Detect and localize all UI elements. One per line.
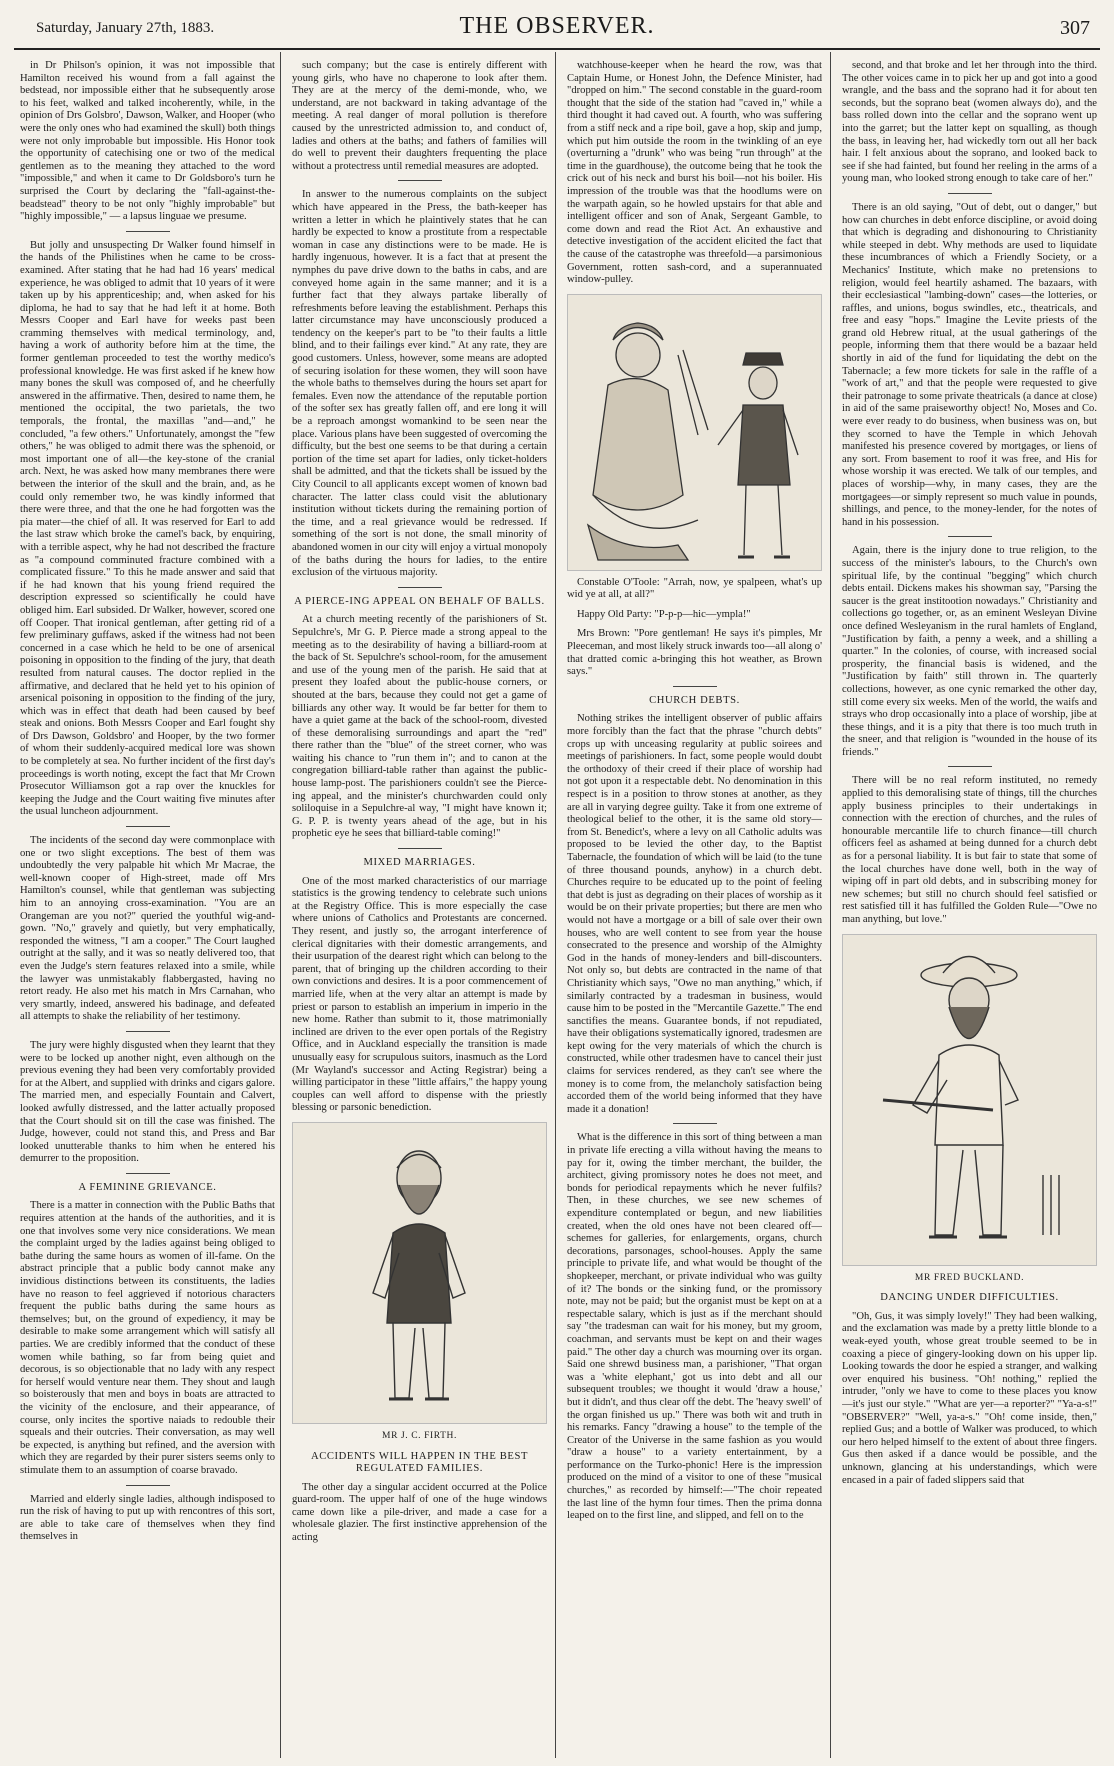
page-number: 307 [1060,17,1090,39]
column-3 [567,60,822,1760]
section-heading: CHURCH DEBTS. [649,694,740,706]
cartoon-illustration-guardroom [567,294,822,571]
section-divider [398,180,442,181]
article-paragraph: watchhouse-keeper when he heard the row, was that Captain Hume, or Honest John, the Defence Minister, had "dropped on him." The second constable in the guard-room thought that the side of the station had "caved in," while a third thought it had caved out. A fourth, who was suffering from a stiff neck and a ripe boil, gave a hop, skip and jump, which put him outside the room in the twinkling of an eye (overturning a "drunk" who was being "run through" at the time in the guardhouse), the outcome being that he took the crick out of his neck and burst his boil—not his boiler. His impression of the trouble was that the hoodlums were on the warpath again, so he howled upstairs for that able and intelligent officer and son of Anak, Sergeant Gamble, to come down and read the Riot Act. An exhaustive and detective investigation of the accident elicited the fact that the cause of the catastrophe was threefold—a parsimonious Government, rotten sash-cord, and a superannuated window-pulley. [567,60,822,286]
section-heading: A PIERCE-ING APPEAL ON BEHALF OF BALLS. [294,595,545,607]
masthead [14,0,1100,50]
section-divider [126,1031,170,1032]
article-paragraph: In answer to the numerous complaints on the subject which have appeared in the Press, the bath-keeper has written a letter in which he plaintively states that he can hardly be expected to know a prostitute from a respectable woman in case any distinctions were to be made. He is hardly ingenuous, however. It is a fact that at present the nymphes du pave drive down to the baths in cabs, and are conveyed home again in the same manner; and it is a further fact that they always partake liberally of refreshments before leaving the establishment. Perhaps this latter circumstance may have unconsciously produced a tendency on the keeper's part to be "to their faults a little blind, and to their failings ever kind." At any rate, they are good customers. Unless, however, some means are adopted of securing isolation for these women, they will soon have the whole baths to themselves during the hours set apart for females. Even now the attendance of the reputable portion of the softer sex has greatly fallen off, and ere long it will be a reproach amongst womankind to be seen near the place. Various plans have been suggested of overcoming the difficulty, but the best one seems to be that during a certain portion of the time set apart for ladies, only ticket-holders shall be admitted, and that the tickets shall be issued by the City Council to all applicants except women of known bad character. The latter class could visit the ablutionary institution without tickets during the remaining portion of the time, and a real grievance would be redressed. If something of the sort is not done, the small minority of abandoned women in our city will enjoy a virtual monopoly of the baths during the hours for ladies, to the entire exclusion of the virtuous majority. [292,189,547,579]
portrait-caption: MR J. C. FIRTH. [382,1430,457,1441]
portrait-illustration-firth [292,1122,547,1424]
column-2 [292,60,547,1760]
section-heading: DANCING UNDER DIFFICULTIES. [880,1292,1059,1304]
section-divider [948,766,992,767]
article-paragraph: There is a matter in connection with the Public Baths that requires attention at the hands of the authorities, and it is one that involves some very nice considerations. We mean the complaint urged by the ladies against being obliged to bathe during the same hours as women of ill-fame. On the abstract principle that a public body cannot make any invidious distinctions between its constituents, the ladies have no reason to feel aggrieved if notorious characters frequent the public baths during the same hours as themselves; but, on the ground of expediency, it may be desirable to make some arrangement which will satisfy all parties. We are credibly informed that the conduct of these women while bathing, so far from being quiet and decorous, is so objectionable that no lady with any respect for herself would venture near them. They shout and laugh so boisterously that men and boys in boats are attracted to the vicinity of the enclosure, and their appearance, of course, only incites the sportive naiads to redouble their squeals and their outcries. Their conversation, as may well be expected, is anything but refined, and the aversion with which they are regarded by their purer sisters seems only to stimulate them to an assumption of coarse bravado. [20,1200,275,1476]
article-paragraph: There will be no real reform instituted, no remedy applied to this demoralising state of things, till the churches apply business principles to their undertakings in connection with the erection of churches, and the rules of honourable mercantile life to church finance—till church officers feel as ashamed at being dunned for a church debt as for a personal liability. It is but fair to state that some of the local churches have done well, both in the way of wiping off in part old debts, and in subscribing money for new schemes; but still no church should feel satisfied or rest satisfied till it has fulfilled the Golden Rule—"Owe no man anything, but love." [842,775,1097,925]
column-4 [842,60,1097,1760]
section-divider [398,587,442,588]
section-divider [948,536,992,537]
cartoon-dialogue: Constable O'Toole: "Arrah, now, ye spalpeen, what's up wid ye at all, at all?" [567,576,822,601]
section-divider [948,193,992,194]
article-paragraph: There is an old saying, "Out of debt, out o danger," but how can churches in debt enforce discipline, or avoid doing that which is degrading and dishonouring to Christianity while steeped in debt. Why methods are used to liquidate these incumbrances of which a Friendly Society, or a Mechanics' Institute, which make no pretensions to religion, would feel heartily ashamed. The bazaars, with their ecclesiastical "lambing-down" cases—the lotteries, or raffles, and unions, bogus swindles, etc., theatricals, and free and easy "hops." Imagine the Levite priests of the grand old Hebrew ritual, at the usual gatherings of the people, informing them that there would be a bazaar held shortly in aid of the fund for liquidating the debt on the Tabernacle; a few more tickets for sale in the raffle of a "work of art," and that the people were requested to give their patronage to some private theatricals (a dance at close) in aid of the same praiseworthy object! No, Moses and Co. were ever ready to do business, when business was on, but they scorned to have the Temple in which Jehovah manifested his presence covered by mortgages, or liens of any sort. From basement to roof it was free, and His for whose worship it was erected. We talk of our temples, and places of worship—why, in many cases, they are the mortgagees—or simply represent so much value in pounds, shillings, and pence, to the money-lender, for the notes of hand in his possession. [842,201,1097,528]
cartoon-dialogue: Mrs Brown: "Pore gentleman! He says it's pimples, Mr Pleeceman, and most likely struck inwards too—all along o' that dratted comic a-bringing this hot weather, as Brown says." [567,628,822,678]
section-divider [398,848,442,849]
portrait-illustration-buckland [842,934,1097,1266]
article-paragraph: The jury were highly disgusted when they learnt that they were to be locked up another night, even although on the previous evening they had been very comfortably provided for at the Albert, and supplied with drinks and cigars galore. The married men, and especially Fountain and Calvert, looked awfully distressed, and the latter actually proposed that the Court should sit on till the case was finished. The Judge, however, could not stand this, and Press and Bar looked unutterable thanks to him when he entered his demurrer to the proposition. [20,1039,275,1165]
section-divider [126,1173,170,1174]
article-paragraph: "Oh, Gus, it was simply lovely!" They had been walking, and the exclamation was made by a pretty little blonde to a weak-eyed youth, whose great trouble seemed to be in coaxing a piece of gingery-looking down on his upper lip. Looking towards the door he espied a stranger, and walking over enquired his business. "Oh! nothing," replied the intruder, "only we have to come to these places you know—it's just our style." "What are yer—a reporter?" "Ya-a-s!" "OBSERVER?" "Well, ya-a-s." "Oh! come inside, then," replied Gus; and a bottle of Walker was produced, to which our hero helped himself to the extent of about three fingers. Gus then asked if a dance would be possible, and the unknown, glancing at his understandings, which were encased in a pair of faded slippers said that [842,1310,1097,1486]
section-divider [126,826,170,827]
article-paragraph: The other day a singular accident occurred at the Police guard-room. The upper half of one of the huge windows came down like a pile-driver, and made a case for a wholesale glazier. The first instinctive apprehension of the acting [292,1481,547,1544]
column-rule [555,52,556,1758]
portrait-caption: MR FRED BUCKLAND. [914,1272,1025,1283]
newspaper-title: THE OBSERVER. [459,13,655,39]
article-paragraph: The incidents of the second day were commonplace with one or two slight exceptions. The best of them was undoubtedly the very palpable hit which Mr Macrae, the well-known cooper of High-street, made off Mrs Hamilton's counsel, while that gentleman was subjecting him to an annoying cross-examination. "You are an Orangeman are you not?" queried the youthful wig-and-gown. "No," gravely and quietly, but very emphatically, responded the witness, "I am a cooper." The Court laughed outright at the sally, and it was so neatly delivered too, that even the Judge's stern features relaxed into a smile, while the lawyer was unmistakably flabbergasted, having no retort ready. He also met his match in Mrs Carnahan, who very smartly, indeed, answered his badinage, and defeated all attempts to shake the reliability of her testimony. [20,835,275,1023]
article-paragraph: Again, there is the injury done to true religion, to the success of the minister's labours, to the Church's own spiritual life, by the continual "begging" which church debts entail. Dickens makes his showman say, "Parsing the saucer is the great institootion nowadays." Christianity and collections go together, or, as an eminent Wesleyan Divine once defined Wesleyanism in the rural hamlets of England, "Justification by faith, a penny a week, and a shilling a quarter." In the colonies, of course, with increased social prosperity, the financial basis is widened, and the "Justification by faith" still thrown in. The quarterly collections, however, as one cynic remarked the other day, still come every six weeks. Men of the world, the waifs and strays who drop occasionally into a place of worship, jibe at these things, and it is a pity that there is too much truth in the sneer, and that religion is "wounded in the house of its friends." [842,545,1097,758]
article-paragraph: in Dr Philson's opinion, it was not impossible that Hamilton received his wound from a fall against the bedstead, nor impossible either that he subsequently arose to his feet, walked and talked incoherently, while, in the opinion of Drs Golsbro', Dawson, Walker, and Hooper (who were the only ones who had examined the skull) both things were not only improbable but impossible. His Honor took the opportunity of catechising one or two of the medical gentlemen as to the meaning they attached to the word "impossible," and when it came to Dr Goldsboro's turn he surprised the Court by declaring the "fall-against-the-beadstead" theory to be not only "highly improbable" but "highly impossible," — a lapsus linguae we presume. [20,60,275,223]
article-paragraph: second, and that broke and let her through into the third. The other voices came in to pick her up and got into a good wrangle, and the bass and the soprano had it for about ten seconds, but the soprano beat (women always do), and the bass rolled down into the cellar and the soprano went up into the garret; but the latter kept on squalling, as though the bass, in leaving her, had wickedly torn out all her back hair. I felt anxious about the soprano, and looked back to see if she had fainted, but found her reeling in the arms of a young man, who looked strong enough to take care of her." [842,60,1097,185]
article-paragraph: What is the difference in this sort of thing between a man in private life erecting a villa without having the means to pay for it, owing the timber merchant, the builder, the architect, giving promissory notes he does not meet, and bonds for periodical repayments which he never fulfils? Then, in these churches, we see new schemes of expenditure contemplated or begun, and new liabilities created, when the old ones have not been cleared off—schemes for galleries, for enlargements, organs, church decorations, parsonages, school-houses. Apply the same principle to private life, and what would be thought of the shopkeeper, merchant, or private individual who was guilty of it? The bonds or the sinking fund, or the promissory note, may not be paid; but the organist must be kept on at a respectable salary, which is just as if the merchant should say "the tradesman can wait for his money, but my groom, coachman, and servants must be kept on and their wages paid." The other day a church was mourning over its organ. Said one shrewd business man, a parishioner, "That organ was a 'white elephant,' got us into debt and all our subsequent troubles; we thought it would 'draw a house,' but it didn't, and thus clear off the debt. The 'heavy swell' of the organ finished us up." There was both wit and truth in his remarks. Fancy "drawing a house" to the temple of the Creator of the Universe in the same fashion as you would "draw a house" to a variety entertainment, by a performance on the Turko-phonic! Here is the impression produced on the mind of a visitor to one of these "musical churches," as recorded by himself:—"The choir repeated the last line of the hymn four times. Then the prima donna leaped on to the first line, and slipped, and fell on to the [567,1132,822,1522]
article-paragraph: At a church meeting recently of the parishioners of St. Sepulchre's, Mr G. P. Pierce made a strong appeal to the meeting as to the desirability of having a billiard-room at the back of St. Sepulchre's school-room, for the amusement and use of the young men of the parish. He said that at present they loafed about the public-house corners, or shouted at the bars, because they could not get a game of billiards any other way. It would be far better for them to have a quiet game at the back of the school-room, divested of these demoralising surroundings and apart the "red" there rather than the "blue" of the street corner, who was waiting his chance to "run them in"; and to canon at the congregation billiard-table rather than against the public-house lamp-post. The parishioners couldn't see the Pierce-ing appeal, and the minister's churchwarden could only soliloquise in a Sepulchre-al way, "I might have known it; G. P. P. is twenty years ahead of the age, but in his prophetic eye he sees that billiard-table coming!" [292,614,547,840]
column-1 [20,60,275,1760]
column-rule [830,52,831,1758]
issue-date: Saturday, January 27th, 1883. [36,20,215,36]
section-divider [126,1485,170,1486]
article-paragraph: But jolly and unsuspecting Dr Walker found himself in the hands of the Philistines when he came to be cross-examined. After stating that he had had 16 years' medical experience, he was obliged to admit that 10 years of it were taken up by his apprenticeship; and, when asked for his diploma, he had to say that he had left it at home. Both Messrs Cooper and Earl have for weeks past been cramming themselves with medical terminology, and, having a work of authority before him at the time, the former gentleman proceeded to test the worthy medico's professional knowledge. He was first asked if he knew how many bones the skull was composed of, and he cheerfully answered in the affirmative. Then, desired to name them, he mentioned the occipital, the two parietals, the two temporals, the frontal, the maxillas "and—and," he concluded, "a few others." Unfortunately, amongst the "few others," he was obliged to admit there was the sphenoid, or most important one of all—the key-stone of the cranial arch. Next, he was asked how many membranes there were between the interior of the skull and the brain, and, as he could only remember two, he was kindly informed that there were three, and that the one he had forgotten was the pia mater—the chief of all. It was reserved for Earl to add the last straw which broke the camel's back, by enquiring, with a terrible aspect, why he had not described the fracture as "a compound comminuted fracture combined with a complicated fissure." To this he made answer and said that if he had known that his young friend required the description expressed so scientifically he could have obliged him. Earl subsided. Dr Walker, however, scored one off Cooper. That ironical gentleman, after getting rid of a few preliminary guffaws, asked if the witness had not been concerned in a case which he held to be one of arsenical poisoning in opposition to the finding of the jury, that death resulted from natural causes. The doctor replied in the affirmative, and declared that he held yet to his opinion of arsenical poisoning in opposition to the finding of the jury, which was in effect that death had been caused by beef steak and onions. Both Messrs Cooper and Earl fought shy of Drs Dawson, Goldsbro' and Hooper, by the two former of whom their suddenly-acquired medical lore was shown to be completely at sea. No further incident of the first day's proceedings is worth noting, except the fact that Mr Crown Prosecutor Williamson got a rap over the knuckles for keeping the Judge and the Court waiting five minutes after the usual luncheon adjournment. [20,239,275,818]
section-heading: ACCIDENTS WILL HAPPEN IN THE BEST REGULATED FAMILIES. [310,1450,529,1475]
article-paragraph: Nothing strikes the intelligent observer of public affairs more forcibly than the fact that the phrase "church debts" crops up with unceasing regularity at public soirees and meetings of parishioners. In fact, some people would doubt the orthodoxy of their creed if their place of worship had not got upon it a respectable debt. No denomination in this respect is in a position to throw stones at another, as they are all in varying degree guilty. Take it from one extreme of theological belief to the other, it is the same old story—from St. Benedict's, where a levy on all Catholic adults was proposed to be levied the other day, to the Baptist Tabernacle, the foundation of which will be laid (to the tune of three thousand pounds, anyhow) in a church debt. Churches require to be educated up to the point of feeling that debt is just as degrading on their places of worship as it would be on their private properties; but there are men who would not have a mortgage or a bill of sale over their own houses, who are well content to see from year the house consecrated to the presence and worship of the Almighty God in the hands of money-lenders and bill-discounters. Not only so, but debts are contracted in the name of that Christianity which says, "Owe no man anything," which, if similarly contracted by a tradesman in business, would cause him to be posted in the "Mercantile Gazette." The end sanctifies the means. Guarantee bonds, if not repudiated, have their obligations systematically ignored, tradesmen are kept owing for the very materials of which the church is constructed, while other tradesmen have to cancel their just claims for services rendered, as they can't see where the money is to come from, the melancholy satisfaction being accorded them of the world being informed that they have made it a donation! [567,713,822,1115]
article-paragraph: Married and elderly single ladies, although indisposed to run the risk of having to put up with rencontres of this sort, are able to take care of themselves when they find themselves in [20,1493,275,1543]
section-heading: MIXED MARRIAGES. [363,857,476,869]
section-divider [673,1123,717,1124]
article-paragraph: such company; but the case is entirely different with young girls, who have no chaperone to look after them. They are at the mercy of the demi-monde, who, we understand, are not backward in taking advantage of the meeting. A real danger of moral pollution is therefore caused by the unrestricted admission to, and conduct of, ladies and others at the baths; and fathers of families will do well to prevent their daughters frequenting the place without a protectress until remedial measures are adopted. [292,60,547,172]
section-divider [126,231,170,232]
article-paragraph: One of the most marked characteristics of our marriage statistics is the growing tendency to celebrate such unions at the Registry Office. This is more especially the case where unions of Catholics and Protestants are concerned. They resent, and justly so, the arrogant interference of clerical dignitaries with their domestic arrangements, and their usurpation of the dearest right which can belong to the parent, that of bringing up the children according to their own convictions and desires. It is a poor commencement of married life, when at the very altar an attempt is made by priest or parson to establish an imperium in imperio in the new home. Rather than submit to it, those matrimonially inclined are driven to the ever open portals of the Registry Office, and in Auckland especially the transition is made unusually easy for scrupulous suitors, inasmuch as the Lord (Mr Wayland's successor and Acting Registrar) being a willing participator in these "little affairs," the happy young couples can well afford to dispense with the priestly blessing or parsonic benediction. [292,875,547,1114]
section-heading: A FEMININE GRIEVANCE. [78,1181,217,1193]
cartoon-dialogue: Happy Old Party: "P-p-p—hic—ympla!" [577,608,751,620]
section-divider [673,686,717,687]
column-rule [280,52,281,1758]
